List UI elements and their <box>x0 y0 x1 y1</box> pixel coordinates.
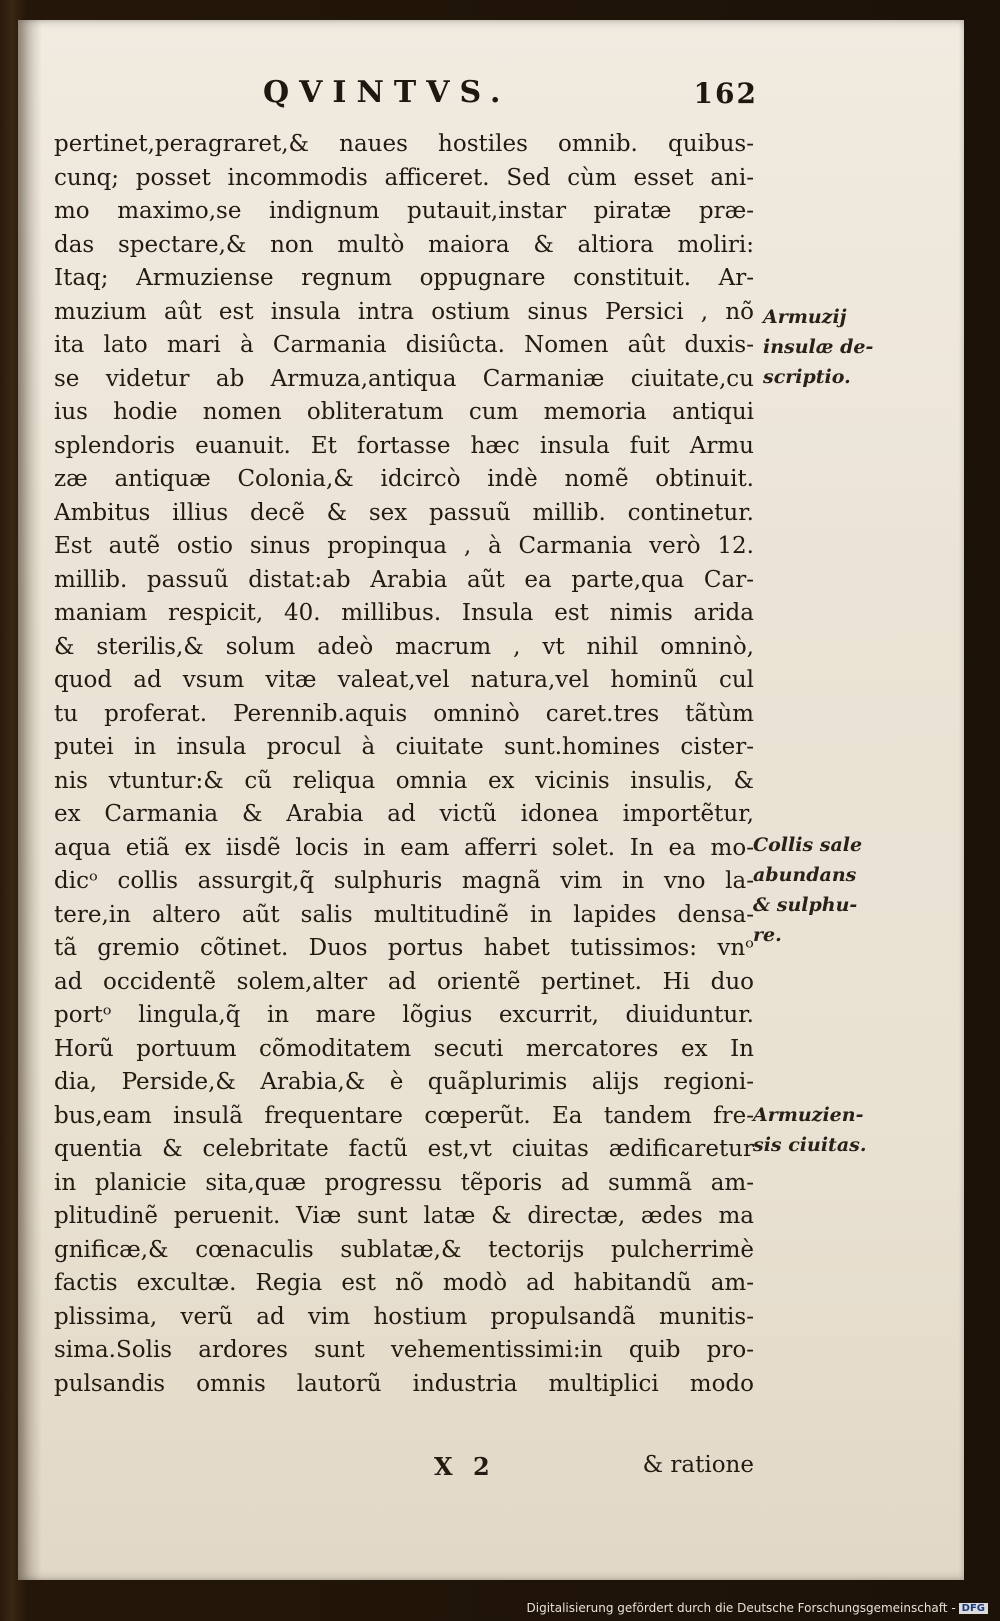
text-line: tu proferat. Perennib.aquis omninò caret.tres tãtùm <box>54 700 754 727</box>
text-line: plitudinẽ peruenit. Viæ sunt latæ & directæ, ædes ma <box>54 1203 754 1229</box>
text-line: nis vtuntur:& cũ reliqua omnia ex vicinis insulis, & <box>54 767 754 794</box>
margin-note-line: & sulphu- <box>753 894 858 916</box>
text-line: quod ad vsum vitæ valeat,vel natura,vel hominũ cul <box>54 667 754 693</box>
digitization-credit <box>527 1601 989 1615</box>
margin-note-line: re. <box>753 924 782 946</box>
text-line: aqua etiã ex iisdẽ locis in eam afferri solet. In ea mo- <box>54 834 754 861</box>
body-text <box>54 128 754 1401</box>
margin-note-line: Armuzij <box>763 306 847 328</box>
running-head: QVINTVS. <box>263 75 511 110</box>
page-footer <box>54 1452 754 1488</box>
text-line: putei in insula procul à ciuitate sunt.homines cister- <box>54 734 754 760</box>
text-line: portᵒ lingula,q̃ in mare lõgius excurrit, diuiduntur. <box>54 1002 754 1028</box>
margin-note-line: abundans <box>753 864 857 886</box>
text-line: se videtur ab Armuza,antiqua Carmaniæ ciuitate,cu <box>54 365 754 392</box>
margin-note-collis <box>753 830 873 950</box>
signature-mark: X 2 <box>434 1452 496 1481</box>
text-line: maniam respicit, 40. millibus. Insula est nimis arida <box>54 600 754 626</box>
margin-note-armuzium <box>763 302 883 392</box>
text-line: ius hodie nomen obliteratum cum memoria antiqui <box>54 399 754 425</box>
text-line: Est autẽ ostio sinus propinqua , à Carmania verò 12. <box>54 533 754 559</box>
margin-note-line: sis ciuitas. <box>753 1134 867 1156</box>
margin-note-line: Collis sale <box>753 834 863 856</box>
text-line: dicᵒ collis assurgit,q̃ sulphuris magnã vim in vno la- <box>54 868 754 894</box>
page-number: 162 <box>693 77 758 110</box>
text-line: ad occidentẽ solem,alter ad orientẽ pertinet. Hi duo <box>54 968 754 995</box>
text-line: ex Carmania & Arabia ad victũ idonea importẽtur, <box>54 801 754 827</box>
text-line: cunq; posset incommodis afficeret. Sed cùm esset ani- <box>54 164 754 191</box>
text-line: sima.Solis ardores sunt vehementissimi:in quib pro- <box>54 1337 754 1363</box>
text-line: splendoris euanuit. Et fortasse hæc insula fuit Armu <box>54 432 754 459</box>
text-line: Horũ portuum cõmoditatem secuti mercatores ex In <box>54 1035 754 1062</box>
text-line: dia, Perside,& Arabia,& è quãplurimis alijs regioni- <box>54 1069 754 1095</box>
text-line: mo maximo,se indignum putauit,instar piratæ præ- <box>54 198 754 224</box>
text-line: tere,in altero aũt salis multitudinẽ in lapides densa- <box>54 901 754 928</box>
text-line: pertinet,peragraret,& naues hostiles omnib. quibus- <box>54 131 754 157</box>
text-line: Itaq; Armuziense regnum oppugnare constituit. Ar- <box>54 265 754 291</box>
text-line: muzium aût est insula intra ostium sinus Persici , nõ <box>54 298 754 325</box>
text-line: quentia & celebritate factũ est,vt ciuitas ædificaretur <box>54 1136 754 1162</box>
margin-note-line: insulæ de- <box>763 336 874 358</box>
catchword: & ratione <box>642 1452 754 1478</box>
text-line: & sterilis,& solum adeò macrum , vt nihil omninò, <box>54 633 754 660</box>
text-line: factis excultæ. Regia est nõ modò ad habitandũ am- <box>54 1270 754 1296</box>
text-line: plissima, verũ ad vim hostium propulsandã munitis- <box>54 1303 754 1330</box>
margin-note-line: scriptio. <box>763 366 851 388</box>
page-header <box>48 75 758 125</box>
dfg-logo: DFG <box>959 1603 988 1614</box>
margin-note-line: Armuzien- <box>753 1104 864 1126</box>
text-line: ita lato mari à Carmania disiûcta. Nomen aût duxis- <box>54 332 754 358</box>
text-line: in planicie sita,quæ progressu tẽporis ad summã am- <box>54 1169 754 1196</box>
text-line: bus,eam insulã frequentare cœperũt. Ea tandem fre- <box>54 1102 754 1129</box>
text-line: pulsandis omnis lautorũ industria multiplici modo <box>54 1370 754 1397</box>
text-line: Ambitus illius decẽ & sex passuũ millib. continetur. <box>54 499 754 526</box>
text-line: tã gremio cõtinet. Duos portus habet tutissimos: vnᵒ <box>54 935 754 961</box>
text-line: gnificæ,& cœnaculis sublatæ,& tectorijs pulcherrimè <box>54 1236 754 1263</box>
text-line: zæ antiquæ Colonia,& idcircò indè nomẽ obtinuit. <box>54 466 754 492</box>
credit-text: Digitalisierung gefördert durch die Deutsche Forschungsgemeinschaft - <box>526 1601 956 1615</box>
text-line: millib. passuũ distat:ab Arabia aũt ea parte,qua Car- <box>54 566 754 593</box>
book-page <box>18 20 964 1580</box>
text-line: das spectare,& non multò maiora & altiora moliri: <box>54 231 754 258</box>
margin-note-ciuitas <box>753 1100 873 1160</box>
